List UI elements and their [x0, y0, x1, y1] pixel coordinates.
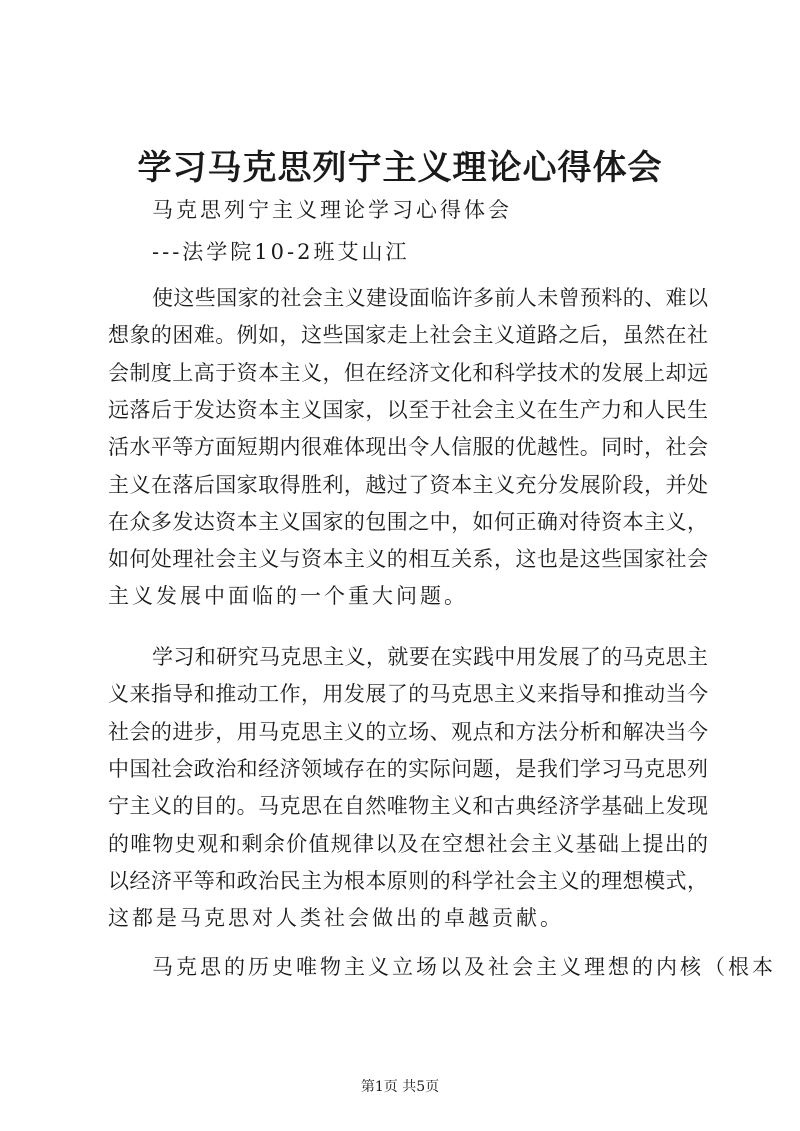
page-footer: 第1页 共5页: [360, 1079, 440, 1095]
paragraph-line: 主义发展中面临的一个重大问题。: [108, 584, 468, 609]
paragraph-line: 社会的进步，用马克思主义的立场、观点和方法分析和解决当今: [108, 719, 708, 744]
paragraph-line: 马克思的历史唯物主义立场以及社会主义理想的内核（根本: [152, 955, 776, 979]
paragraph-line: 中国社会政治和经济领域存在的实际问题，是我们学习马克思列: [108, 756, 708, 781]
paragraph-line: 会制度上高于资本主义，但在经济文化和科学技术的发展上却远: [108, 360, 708, 385]
paragraph-line: 学习和研究马克思主义，就要在实践中用发展了的马克思主: [152, 645, 708, 669]
author-line: ---法学院10-2班艾山江: [152, 240, 410, 264]
paragraph-line: 活水平等方面短期内很难体现出令人信服的优越性。同时，社会: [108, 435, 708, 460]
paragraph-line: 主义在落后国家取得胜利，越过了资本主义充分发展阶段，并处: [108, 472, 708, 497]
paragraph-line: 如何处理社会主义与资本主义的相互关系，这也是这些国家社会: [108, 547, 708, 572]
paragraph-line: 宁主义的目的。马克思在自然唯物主义和古典经济学基础上发现: [108, 794, 708, 819]
paragraph-line: 的唯物史观和剩余价值规律以及在空想社会主义基础上提出的: [108, 831, 708, 856]
document-title: 学习马克思列宁主义理论心得体会: [137, 148, 663, 188]
paragraph-line: 以经济平等和政治民主为根本原则的科学社会主义的理想模式，: [108, 868, 708, 893]
paragraph-line: 义来指导和推动工作，用发展了的马克思主义来指导和推动当今: [108, 682, 708, 707]
paragraph-line: 在众多发达资本主义国家的包围之中，如何正确对待资本主义，: [108, 509, 708, 534]
paragraph-line: 想象的困难。例如，这些国家走上社会主义道路之后，虽然在社: [108, 323, 708, 348]
subtitle: 马克思列宁主义理论学习心得体会: [152, 198, 512, 222]
paragraph-line: 这都是马克思对人类社会做出的卓越贡献。: [108, 906, 564, 931]
paragraph-line: 远落后于发达资本主义国家，以至于社会主义在生产力和人民生: [108, 397, 708, 422]
paragraph-line: 使这些国家的社会主义建设面临许多前人未曾预料的、难以: [152, 286, 708, 310]
